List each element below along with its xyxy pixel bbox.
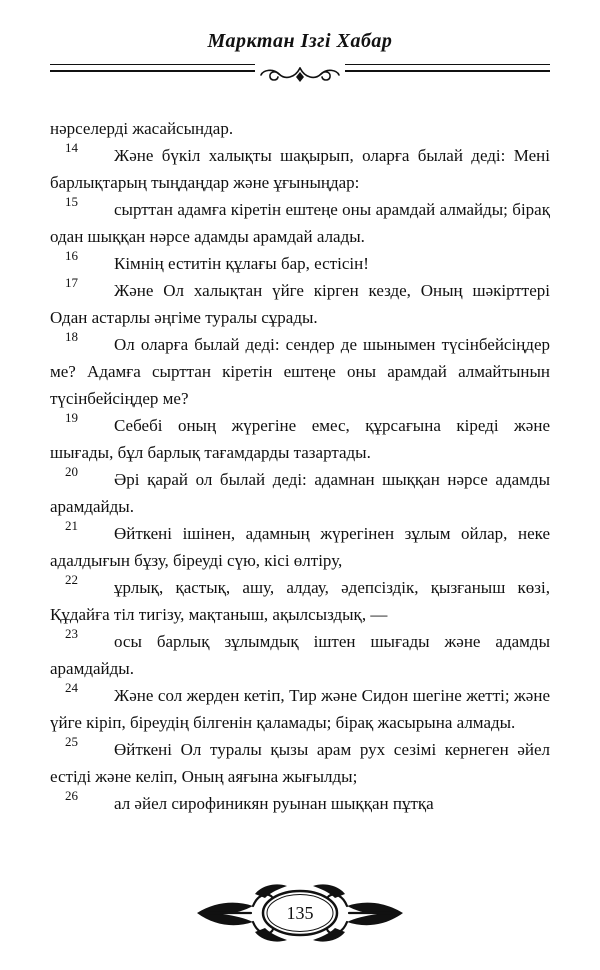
verse-15 (50, 196, 550, 250)
verse-text: ал әйел сирофиникян руынан шыққан пұтқа (114, 794, 434, 813)
scripture-text (50, 115, 550, 817)
verse-number: 25 (65, 734, 78, 749)
verse-number: 19 (65, 410, 78, 425)
verse-number: 24 (65, 680, 78, 695)
verse-text: осы барлық зұлымдық іштен шығады және адамды арамдайды. (50, 632, 550, 678)
verse-23 (50, 628, 550, 682)
verse-text: ұрлық, қастық, ашу, алдау, әдепсіздік, қызғаныш көзі, Құдайға тіл тигізу, мақтаныш, ақылсыздық, — (50, 578, 550, 624)
verse-number: 23 (65, 626, 78, 641)
verse-text: Және сол жерден кетіп, Тир және Сидон шегіне жетті; және үйге кіріп, біреудің білгенін қаламады; бірақ жасырына алмады. (50, 686, 550, 732)
header-ornament-icon (255, 64, 345, 86)
verse-24 (50, 682, 550, 736)
verse-number: 15 (65, 194, 78, 209)
verse-text: Және бүкіл халықты шақырып, оларға былай деді: Мені барлықтарың тыңдаңдар және ұғыныңдар: (50, 146, 550, 192)
verse-number: 26 (65, 788, 78, 803)
verse-text: Кімнің еститін құлағы бар, естісін! (114, 254, 369, 273)
verse-text: сырттан адамға кіретін ештеңе оны арамдай алмайды; бірақ одан шыққан нәрсе адамды арамдай алады. (50, 200, 550, 246)
verse-text: Өйткені Ол туралы қызы арам рух сезімі кернеген әйел естіді және келіп, Оның аяғына жығылды; (50, 740, 550, 786)
verse-number: 16 (65, 248, 78, 263)
verse-text: Өйткені ішінен, адамның жүрегінен зұлым ойлар, неке адалдығын бұзу, біреуді сүю, кісі өлтіру, (50, 524, 550, 570)
verse-26 (50, 790, 550, 817)
verse-20 (50, 466, 550, 520)
verse-21 (50, 520, 550, 574)
page-footer (195, 880, 405, 946)
verse-text: Ол оларға былай деді: сендер де шынымен түсінбейсіңдер ме? Адамға сырттан кіретін ештеңе оны арамдай алмайтынын түсінбейсіңдер ме? (50, 335, 550, 408)
verse-19 (50, 412, 550, 466)
verse-16 (50, 250, 550, 277)
verse-text: Себебі оның жүрегіне емес, құрсағына кіреді және шығады, бұл барлық тағамдарды тазартады. (50, 416, 550, 462)
verse-17 (50, 277, 550, 331)
verse-text: Және Ол халықтан үйге кірген кезде, Оның шәкірттері Одан астарлы әңгіме туралы сұрады. (50, 281, 550, 327)
verse-14 (50, 142, 550, 196)
verse-number: 14 (65, 140, 78, 155)
verse-number: 22 (65, 572, 78, 587)
verse-number: 21 (65, 518, 78, 533)
page-number: 135 (286, 903, 314, 923)
verse-number: 20 (65, 464, 78, 479)
verse-number: 18 (65, 329, 78, 344)
running-header-title: Марктан Ізгі Хабар (207, 30, 393, 52)
verse-text: Әрі қарай ол былай деді: адамнан шыққан нәрсе адамды арамдайды. (50, 470, 550, 516)
verse-22 (50, 574, 550, 628)
verse-continuation: нәрселерді жасайсындар. (50, 119, 234, 138)
verse-18 (50, 331, 550, 412)
verse-25 (50, 736, 550, 790)
verse-number: 17 (65, 275, 78, 290)
